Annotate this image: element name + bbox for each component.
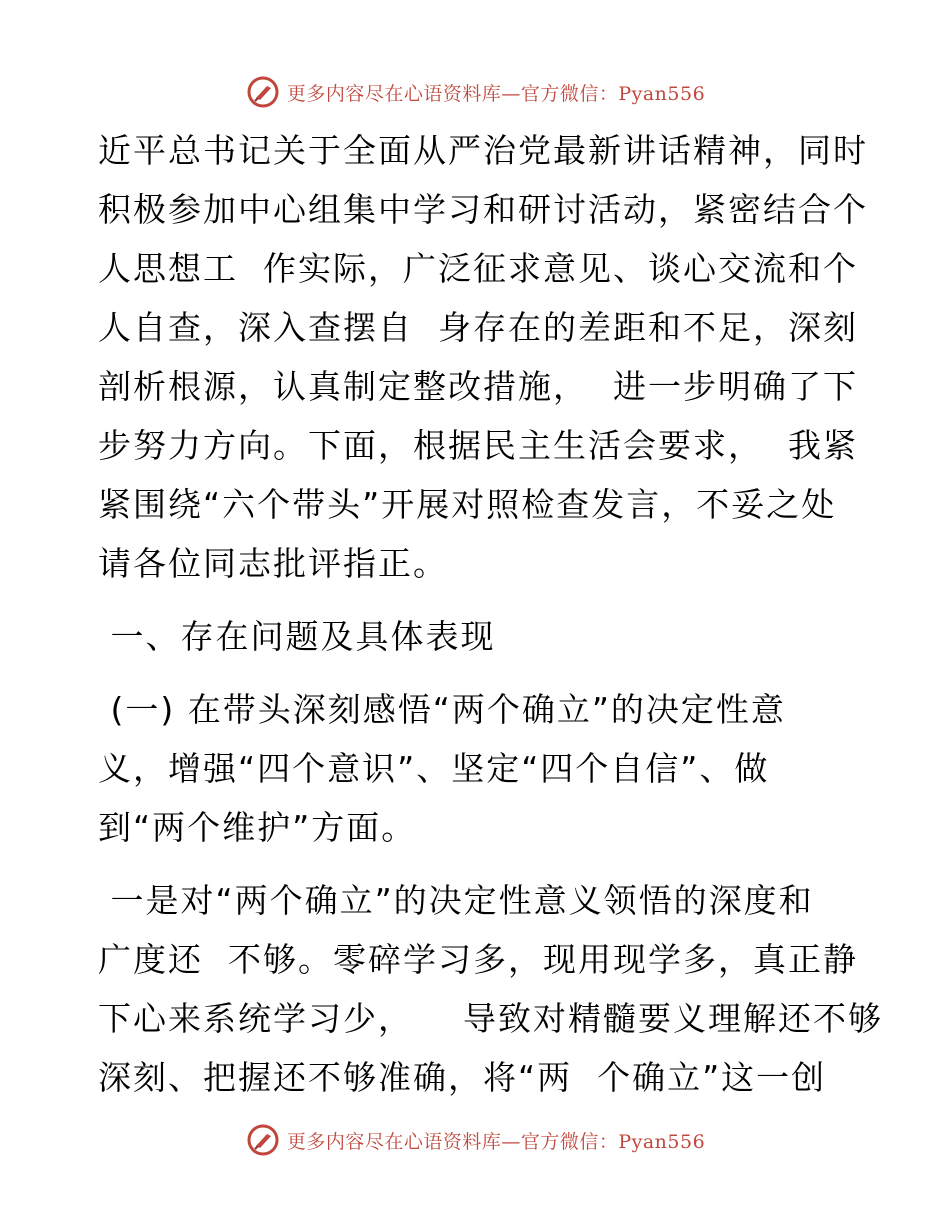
text-line: 人思想工 作实际，广泛征求意见、谈心交流和个	[98, 249, 858, 288]
text-line: 人自查，深入查摆自 身存在的差距和不足，深刻	[98, 308, 858, 347]
subsection-heading: 到“两个维护”方面。	[98, 808, 417, 847]
subsection-heading: 义，增强“四个意识”、坚定“四个自信”、做	[98, 749, 770, 788]
text-line: 深刻、把握还不够准确，将“两 个确立”这一创	[98, 1058, 827, 1097]
document-body	[98, 120, 883, 1097]
footer-banner-text: 更多内容尽在心语资料库—官方微信：Pyan556	[286, 1130, 706, 1153]
pen-logo-icon	[245, 1122, 281, 1158]
text-line: 积极参加中心组集中学习和研讨活动，紧密结合个	[98, 190, 868, 229]
text-line: 广度还 不够。零碎学习多，现用现学多，真正静	[98, 940, 858, 979]
pen-logo-icon	[245, 74, 281, 110]
text-line: 步努力方向。下面，根据民主生活会要求， 我紧	[98, 426, 858, 465]
header-banner-text: 更多内容尽在心语资料库—官方微信：Pyan556	[286, 82, 706, 105]
header-banner	[0, 72, 950, 112]
subsection-heading: (一) 在带头深刻感悟“两个确立”的决定性意	[98, 690, 786, 729]
text-line: 紧围绕“六个带头”开展对照检查发言，不妥之处	[98, 485, 837, 524]
text-line: 近平总书记关于全面从严治党最新讲话精神，同时	[98, 131, 868, 170]
text-line: 请各位同志批评指正。	[98, 544, 448, 583]
text-line: 下心来系统学习少， 导致对精髓要义理解还不够	[98, 999, 883, 1038]
text-line: 一是对“两个确立”的决定性意义领悟的深度和	[98, 881, 814, 920]
footer-banner	[0, 1120, 950, 1160]
section-heading: 一、存在问题及具体表现	[98, 617, 496, 656]
text-line: 剖析根源，认真制定整改措施， 进一步明确了下	[98, 367, 858, 406]
